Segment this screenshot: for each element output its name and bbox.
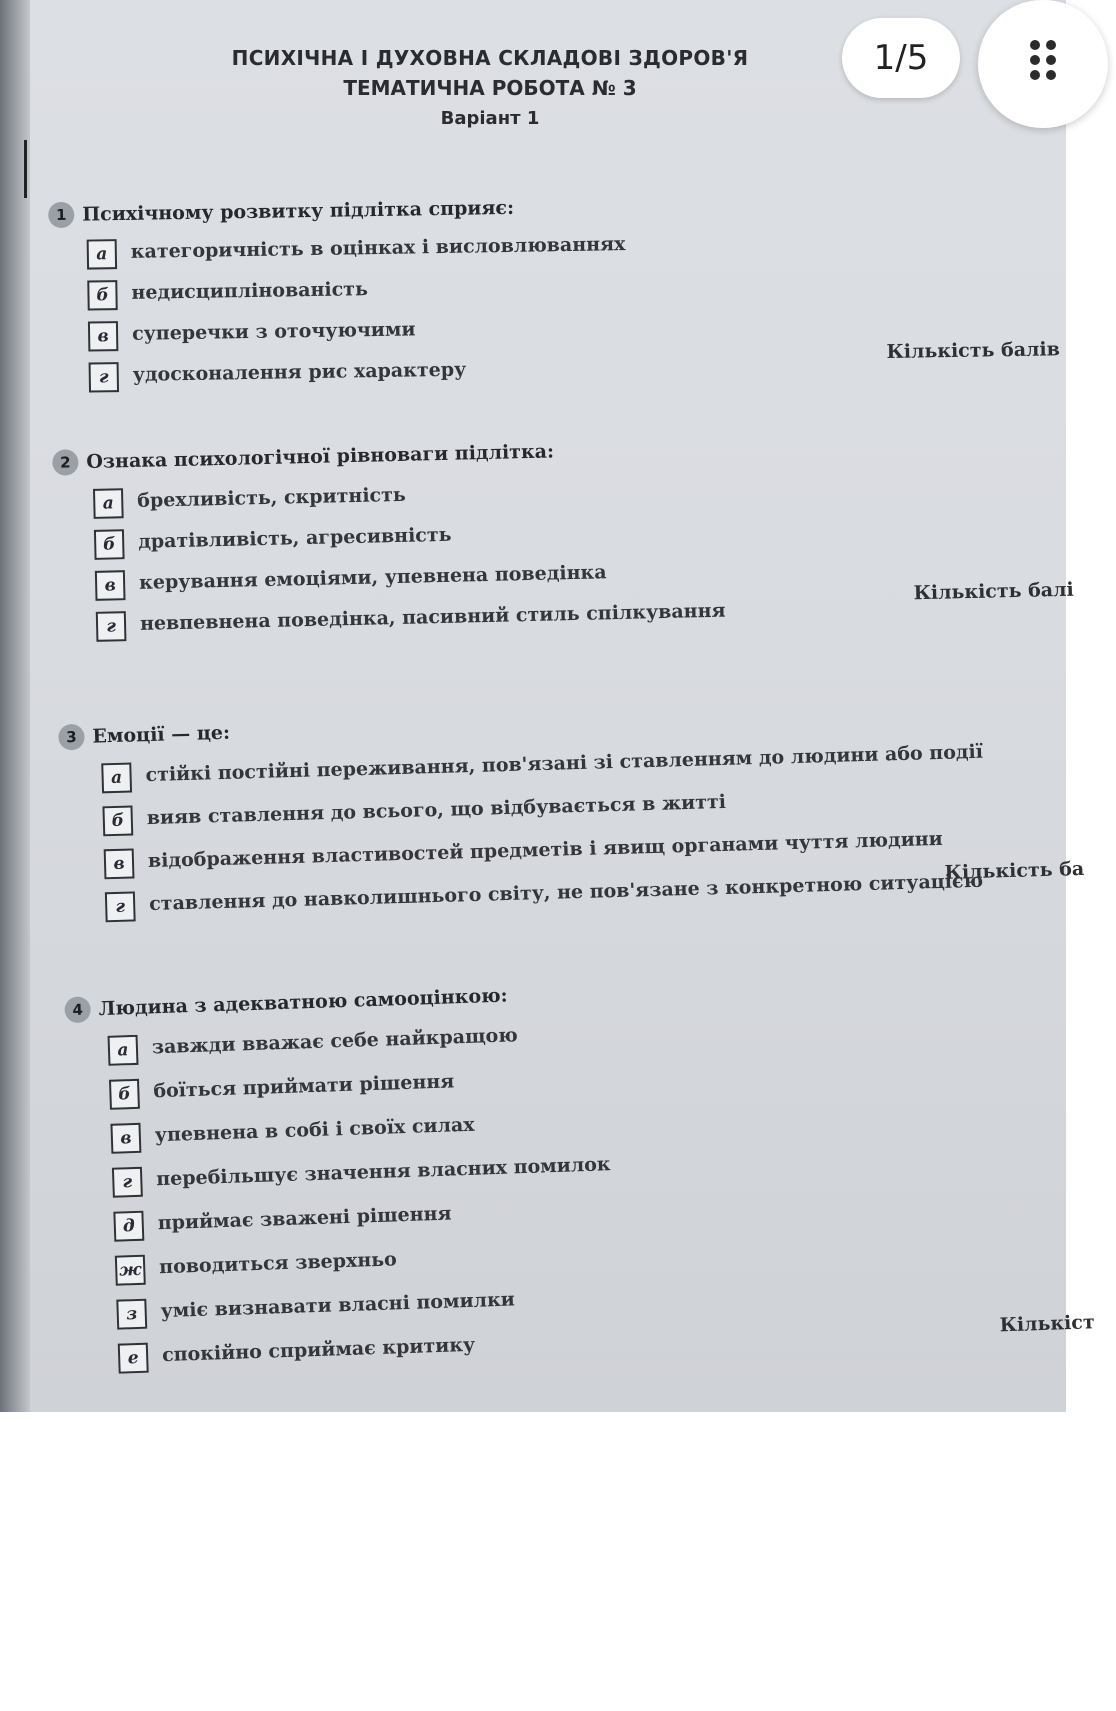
answer-checkbox[interactable]: е [118,1343,149,1374]
option-text: дратівливість, агресивність [137,523,452,553]
work-title: ТЕМАТИЧНА РОБОТА № 3 [343,76,637,100]
subject-title: ПСИХІЧНА І ДУХОВНА СКЛАДОВІ ЗДОРОВ'Я [231,46,749,70]
answer-checkbox[interactable]: г [89,362,119,392]
score-label: Кількість ба [944,857,1085,884]
answer-checkbox[interactable]: г [96,611,127,642]
score-label: Кількість балів [886,338,1061,364]
option-text: уміє визнавати власні помилки [160,1288,516,1323]
question-number: 2 [52,449,79,476]
answer-checkbox[interactable]: д [113,1211,144,1242]
option-text: недисциплінованість [131,278,369,304]
answer-checkbox[interactable]: б [94,529,125,560]
option-text: удосконалення рис характеру [132,358,467,386]
question-title: Ознака психологічної рівноваги підлітка: [86,440,555,474]
option-text: відображення властивостей предметів і явищ органами чуття людини [147,827,944,873]
answer-checkbox[interactable]: з [116,1299,147,1330]
option-text: ставлення до навколишнього світу, не пов'язане з конкретною ситуацією [148,869,984,916]
score-label: Кількіст [999,1311,1096,1337]
answer-checkbox[interactable]: г [105,891,136,922]
grid-dots-icon [1030,40,1060,80]
question-2 [52,428,1092,637]
question-3 [58,697,1098,917]
margin-mark [24,140,27,198]
option-text: категоричність в оцінках і висловлюваннях [130,233,626,263]
option-text: стійкі постійні переживання, пов'язані зі ставленням до людини або події [145,740,984,787]
option-text: суперечки з оточуючими [131,318,416,345]
question-number: 4 [64,996,91,1023]
answer-checkbox[interactable]: а [101,762,132,793]
option-text: керування емоціями, упевнена поведінка [138,561,607,594]
answer-checkbox[interactable]: б [102,805,133,836]
question-title: Психічному розвитку підлітка сприяє: [82,196,515,226]
option-text: перебільшує значення власних помилок [155,1153,611,1191]
option-text: упевнена в собі і своїх силах [154,1113,475,1147]
worksheet-page [30,0,1096,1412]
answer-checkbox[interactable]: б [109,1079,140,1110]
variant-label: Варіант 1 [440,108,540,129]
question-number: 1 [48,202,74,228]
menu-button[interactable] [978,0,1108,128]
option-text: поводиться зверхньо [158,1248,398,1279]
page-indicator: 1/5 [842,18,960,98]
score-label: Кількість балі [913,578,1074,605]
question-title: Емоції — це: [92,721,231,748]
question-title: Людина з адекватною самооцінкою: [98,984,508,1021]
option-text: невпевнена поведінка, пасивний стиль спілкування [139,599,726,635]
option-text: завжди вважає себе найкращою [151,1024,519,1059]
book-binding [0,0,30,1412]
question-4 [64,965,1103,1369]
answer-checkbox[interactable]: в [88,321,118,351]
question-number: 3 [58,724,85,751]
option-text: брехливість, скритність [137,483,407,512]
answer-checkbox[interactable]: ж [115,1255,146,1286]
answer-checkbox[interactable]: г [112,1167,143,1198]
option-text: боїться приймати рішення [153,1070,455,1103]
answer-checkbox[interactable]: в [110,1123,141,1154]
answer-checkbox[interactable]: в [104,848,135,879]
question-1 [48,188,1088,388]
answer-checkbox[interactable]: а [93,488,124,519]
option-text: приймає зважені рішення [157,1202,452,1235]
answer-checkbox[interactable]: в [95,570,126,601]
answer-checkbox[interactable]: а [87,239,117,269]
option-text: спокійно сприймає критику [161,1333,476,1367]
option-text: вияв ставлення до всього, що відбувається в житті [146,790,727,830]
answer-checkbox[interactable]: б [87,280,117,310]
answer-checkbox[interactable]: а [108,1035,139,1066]
